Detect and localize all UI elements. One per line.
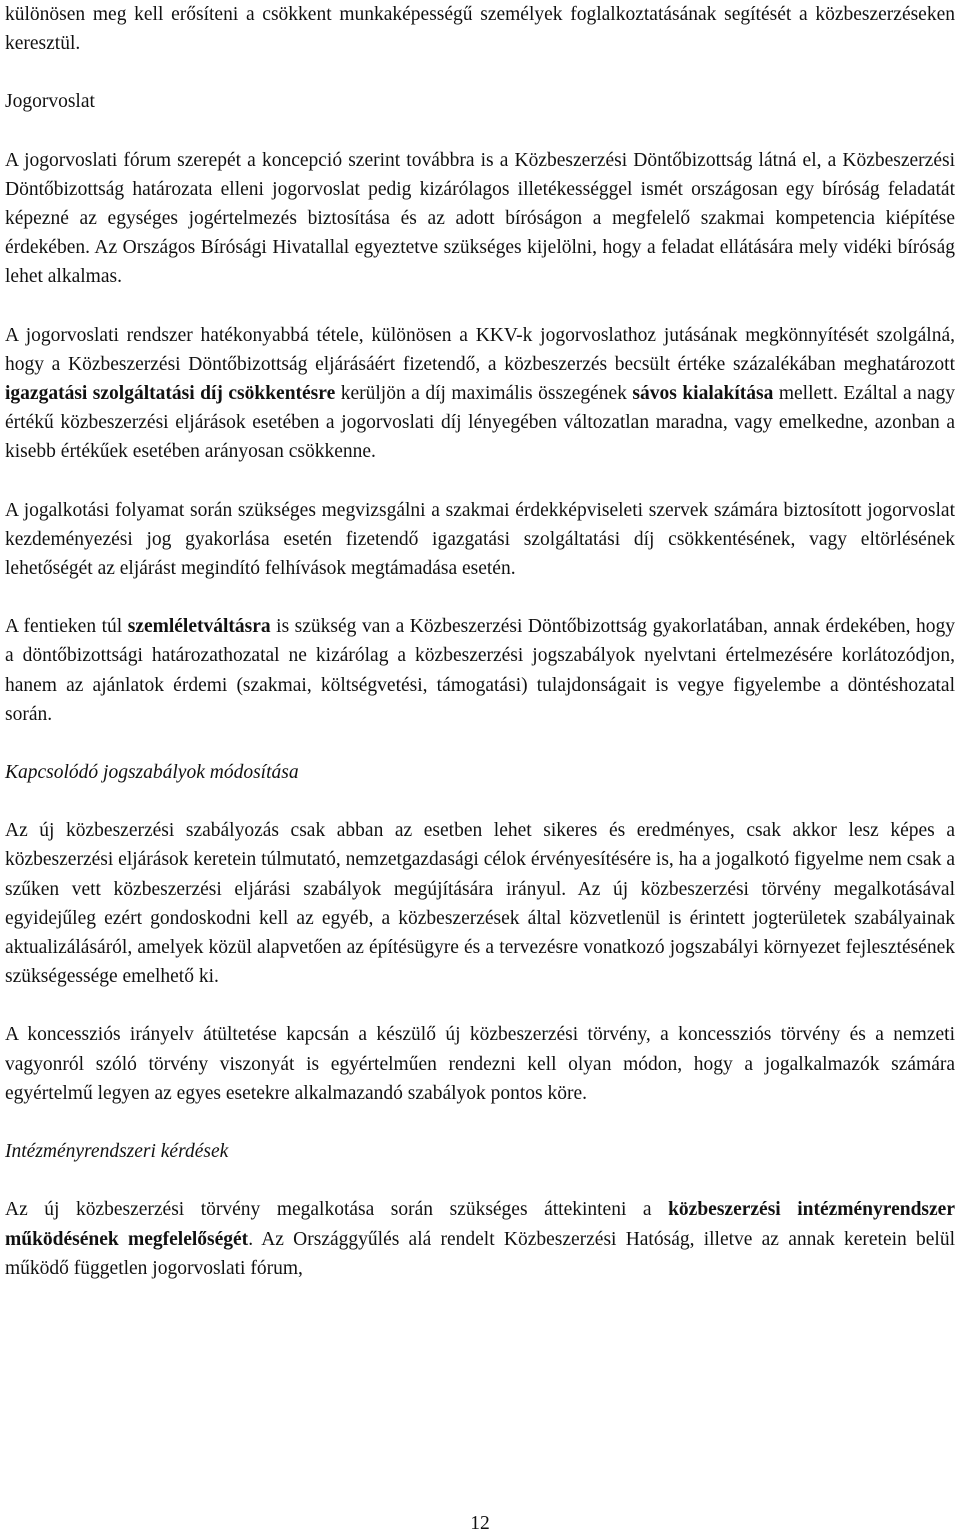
spacer — [5, 583, 955, 612]
paragraph-text: mellett. Ezáltal a nagy értékű közbeszerzési eljárások esetében a jogorvoslati díj lényegében változatlan maradna, vagy emelkedne, azonban a kisebb értékűek esetében arányosan csökkenne. — [5, 383, 955, 463]
paragraph-uj-kozbeszerzesi-szabalyozas — [5, 816, 955, 991]
document-page — [5, 0, 955, 1283]
spacer — [5, 1108, 955, 1137]
paragraph-koncesszios-iranyelv — [5, 1020, 955, 1108]
paragraph-text: A jogorvoslati rendszer hatékonyabbá tétele, különösen a KKV-k jogorvoslathoz jutásának megkönnyítését szolgálná, hogy a Közbeszerzési Döntőbizottság eljárásáért fizetendő, a közbeszerzés becsült értéke százalékában meghatározott — [5, 324, 955, 375]
paragraph-text: A koncessziós irányelv átültetése kapcsán a készülő új közbeszerzési törvény, a koncessziós törvény és a nemzeti vagyonról szóló törvény viszonyát is egyértelműen rendezni kell olyan módon, hogy a jogalkalmazók számára egyértelmű legyen az egyes esetekre alkalmazandó szabályok pontos köre. — [5, 1024, 955, 1104]
paragraph-intezmenyrendszer — [5, 1195, 955, 1283]
spacer — [5, 1166, 955, 1195]
page-number: 12 — [470, 1513, 490, 1534]
bold-emphasis: sávos kialakítása — [632, 383, 774, 405]
spacer — [5, 117, 955, 146]
spacer — [5, 467, 955, 496]
paragraph-text: A jogalkotási folyamat során szükséges megvizsgálni a szakmai érdekképviseleti szervek számára biztosított jogorvoslat kezdeményezési jog gyakorlása esetén fizetendő igazgatási szolgáltatási díj csökkentésének, vagy eltörlésének lehetőségét az eljárást megindító felhívások megtámadása esetén. — [5, 499, 955, 580]
paragraph-text: is szükség van a Közbeszerzési Döntőbizottság gyakorlatában, annak érdekében, hogy a döntőbizottsági határozathozatal ne kizárólag a közbeszerzési jogszabályok nyelvtani értelmezésére korlátozódjon, hanem az ajánlatok érdemi (szakmai, költségvetési, támogatási) tulajdonságait is vegye figyelembe a döntéshozatal során. — [5, 616, 956, 725]
bold-emphasis: szemléletváltásra — [127, 616, 271, 638]
section-heading-intezmenyrendszeri-kerdesek: Intézményrendszeri kérdések — [5, 1141, 229, 1163]
paragraph-text: kerüljön a díj maximális összegének — [335, 383, 633, 405]
spacer — [5, 729, 955, 758]
paragraph-text: különösen meg kell erősíteni a csökkent munkaképességű személyek foglalkoztatásának segítését a közbeszerzéseken keresztül. — [5, 4, 955, 55]
paragraph-jogorvoslati-forum — [5, 146, 955, 292]
paragraph-text: Az új közbeszerzési szabályozás csak abban az esetben lehet sikeres és eredményes, csak akkor lesz képes a közbeszerzési eljárások keretein túlmutató, nemzetgazdasági célok érvényesítésére is, ha a jogalkotó figyelme nem csak a szűken vett közbeszerzési eljárási szabályok megújítására irányul. Az új közbeszerzési törvény megalkotásával egyidejűleg ezért gondoskodni kell az egyéb, a közbeszerzések által közvetlenül is érintett jogterületek szabályainak aktualizálásáról, amelyek közül alapvetően az építésügyre és a tervezésre vonatkozó jogszabályi környezet fejlesztésének szükségessége emelhető ki. — [5, 820, 955, 988]
spacer — [5, 787, 955, 816]
paragraph-jogorvoslati-rendszer — [5, 321, 955, 467]
spacer — [5, 991, 955, 1020]
section-heading-jogorvoslat: Jogorvoslat — [5, 91, 95, 113]
bold-emphasis: igazgatási szolgáltatási díj csökkentésre — [5, 383, 336, 405]
paragraph-intro-continuation — [5, 0, 955, 58]
bold-emphasis: közbeszerzési intézményrendszer működésének megfelelőségét — [5, 1199, 955, 1250]
section-heading-kapcsolodo-jogszabalyok: Kapcsolódó jogszabályok módosítása — [5, 762, 299, 784]
paragraph-text: A fentieken túl — [5, 616, 128, 638]
paragraph-text: . Az Országgyűlés alá rendelt Közbeszerzési Hatóság, illetve az annak keretein belül működő független jogorvoslati fórum, — [5, 1228, 955, 1279]
paragraph-jogalkotasi-folyamat — [5, 496, 955, 584]
paragraph-szemleletvaltas — [5, 612, 955, 729]
paragraph-text: A jogorvoslati fórum szerepét a koncepció szerint továbbra is a Közbeszerzési Döntőbizottság látná el, a Közbeszerzési Döntőbizottság határozata elleni jogorvoslat pedig kizárólagos illetékességgel ismét országosan egy bíróság feladatát képezné az egységes jogértelmezés biztosítása és az adott bíróságon a megfelelő szakmai kompetencia kiépítése érdekében. Az Országos Bírósági Hivatallal egyeztetve szükséges kijelölni, hogy a feladat ellátására mely vidéki bíróság lehet alkalmas. — [5, 149, 955, 288]
paragraph-text: Az új közbeszerzési törvény megalkotása során szükséges áttekinteni a — [5, 1199, 669, 1221]
spacer — [5, 58, 955, 87]
spacer — [5, 292, 955, 321]
